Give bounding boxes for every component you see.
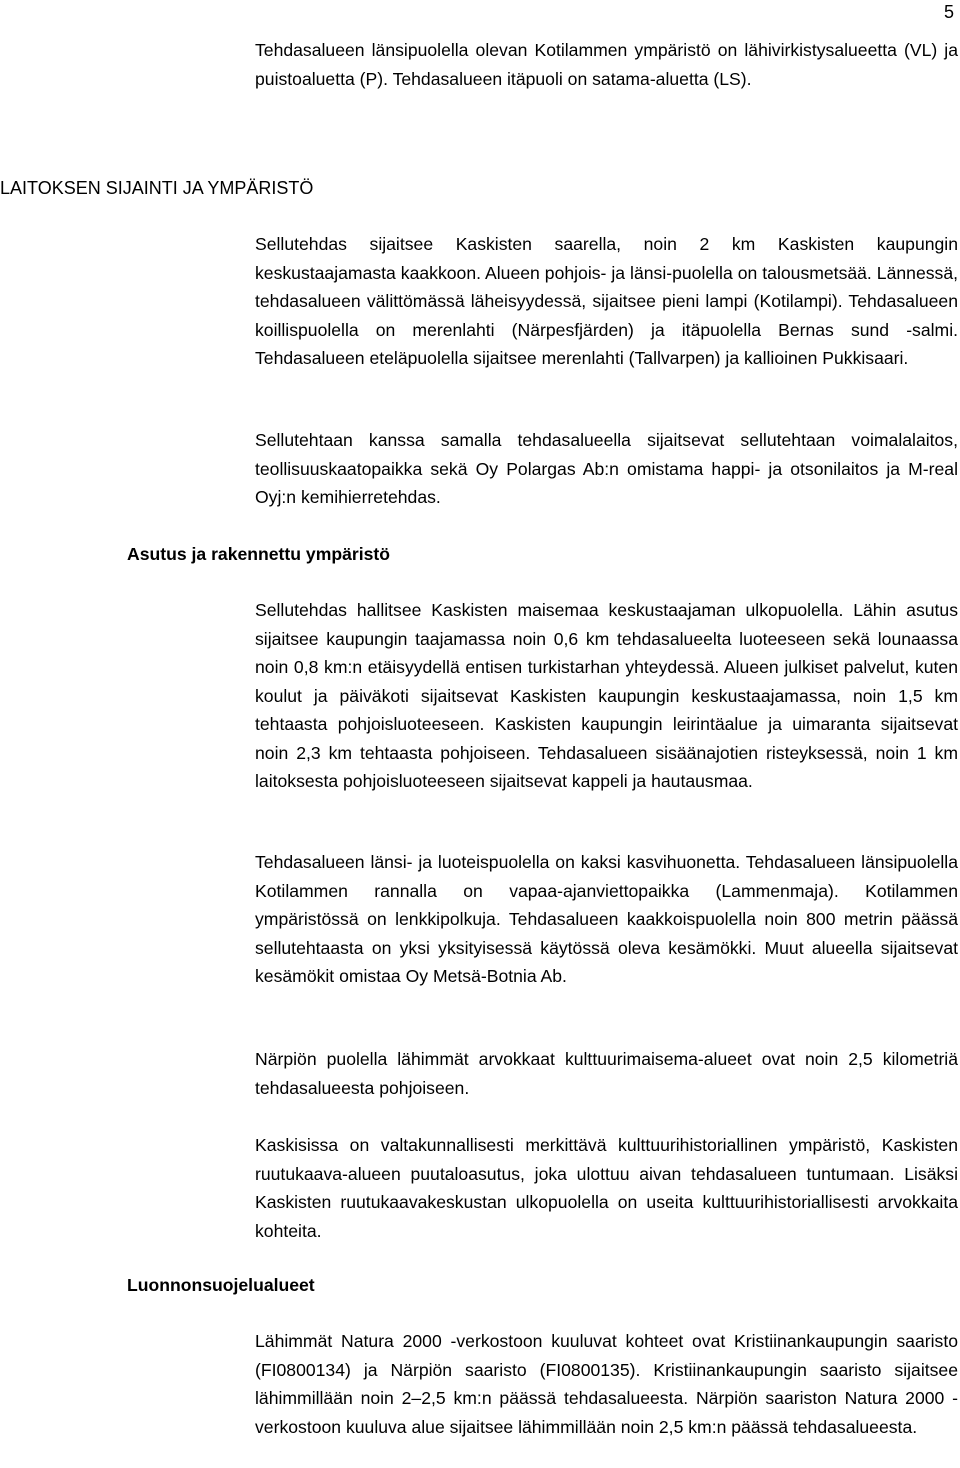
settlement-paragraph-4: Kaskisissa on valtakunnallisesti merkittävä kulttuurihistoriallinen ympäristö, Kaskisten ruutukaava-alueen puutaloasutus, joka ulottuu aivan tehdasalueen tuntumaan. Lisäksi Kaskisten ruutukaavakeskustan ulkopuolella on useita kulttuurihistoriallisesti arvokkaita kohteita. <box>255 1135 958 1241</box>
settlement-paragraph-1: Sellutehdas hallitsee Kaskisten maisemaa keskustaajaman ulkopuolella. Lähin asutus sijaitsee kaupungin taajamassa noin 0,6 km tehdasalueelta luoteeseen sekä lounaassa noin 0,8 km:n etäisyydellä entisen turkistarhan yhteydessä. Alueen julkiset palvelut, kuten koulut ja päiväkoti sijaitsevat Kaskisten kaupungin keskustaajamassa, noin 1,5 km tehtaasta pohjoisluoteeseen. Kaskisten kaupungin leirintäalue ja uimaranta sijaitsevat noin 2,3 km tehtaasta pohjoiseen. Tehdasalueen sisäänajotien risteyksessä, noin 1 km laitoksesta pohjoisluoteeseen sijaitsevat kappeli ja hautausmaa. <box>255 600 958 791</box>
location-paragraph-2: Sellutehtaan kanssa samalla tehdasalueella sijaitsevat sellutehtaan voimalalaitos, teollisuuskaatopaikka sekä Oy Polargas Ab:n omistama happi- ja otsonilaitos ja M-real Oyj:n kemihierretehdas. <box>255 430 958 507</box>
location-paragraph-1: Sellutehdas sijaitsee Kaskisten saarella, noin 2 km Kaskisten kaupungin keskustaajamasta kaakkoon. Alueen pohjois- ja länsi-puolella on talousmetsää. Lännessä, tehdasalueen välittömässä läheisyydessä, sijaitsee pieni lampi (Kotilampi). Tehdasalueen koillispuolella on merenlahti (Närpesfjärden) ja itäpuolella Bernas sund -salmi. Tehdasalueen eteläpuolella sijaitsee merenlahti (Tallvarpen) ja kallioinen Pukkisaari. <box>255 234 958 368</box>
page-number: 5 <box>943 2 954 22</box>
subheading-nature: Luonnonsuojelualueet <box>127 1275 315 1295</box>
subheading-settlement: Asutus ja rakennettu ympäristö <box>127 544 390 564</box>
section-heading: LAITOKSEN SIJAINTI JA YMPÄRISTÖ <box>0 178 314 198</box>
intro-paragraph: Tehdasalueen länsipuolella olevan Kotilammen ympäristö on lähivirkistysalueetta (VL) ja puistoaluetta (P). Tehdasalueen itäpuoli on satama-aluetta (LS). <box>255 40 958 89</box>
settlement-paragraph-2: Tehdasalueen länsi- ja luoteispuolella on kaksi kasvihuonetta. Tehdasalueen länsipuolella Kotilammen rannalla on vapaa-ajanviettopaikka (Lammenmaja). Kotilammen ympäristössä on lenkkipolkuja. Tehdasalueen kaakkoispuolella noin 800 metrin päässä sellutehtaasta on yksi yksityisessä käytössä oleva kesämökki. Muut alueella sijaitsevat kesämökit omistaa Oy Metsä-Botnia Ab. <box>255 852 958 986</box>
settlement-paragraph-3: Närpiön puolella lähimmät arvokkaat kulttuurimaisema-alueet ovat noin 2,5 kilometriä tehdasalueesta pohjoiseen. <box>255 1049 958 1098</box>
nature-paragraph-1: Lähimmät Natura 2000 -verkostoon kuuluvat kohteet ovat Kristiinankaupungin saaristo (FI0800134) ja Närpiön saaristo (FI0800135). Kristiinankaupungin saaristo sijaitsee lähimmillään noin 2–2,5 km:n päässä tehdasalueesta. Närpiön saariston Natura 2000 -verkostoon kuuluva alue sijaitsee lähimmillään noin 2,5 km:n päässä tehdasalueesta. <box>255 1331 958 1437</box>
